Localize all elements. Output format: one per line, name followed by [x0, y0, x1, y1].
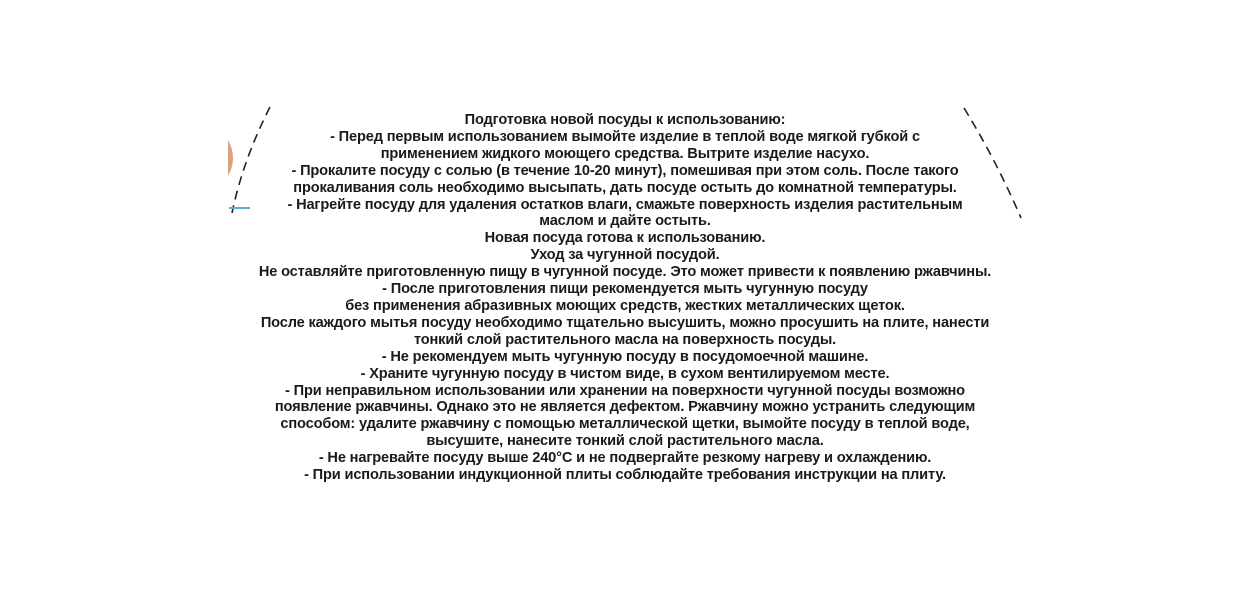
instruction-line: способом: удалите ржавчину с помощью металлической щетки, вымойте посуду в теплой воде,	[280, 416, 970, 433]
instruction-line: без применения абразивных моющих средств, жестких металлических щеток.	[345, 297, 905, 314]
instruction-line: - При использовании индукционной плиты соблюдайте требования инструкции на плиту.	[304, 467, 946, 484]
care-heading: Уход за чугунной посудой.	[530, 247, 720, 264]
instruction-line: - Не нагревайте посуду выше 240°С и не подвергайте резкому нагреву и охлаждению.	[318, 450, 932, 467]
instruction-line: Новая посуда готова к использованию.	[484, 230, 766, 247]
prep-heading: Подготовка новой посуды к использованию:	[464, 112, 786, 128]
instruction-line: - Прокалите посуду с солью (в течение 10-20 минут), помешивая при этом соль. После такого	[291, 162, 959, 179]
instruction-line: После каждого мытья посуду необходимо тщательно высушить, можно просушить на плите, нанести	[260, 314, 990, 331]
instruction-line: прокаливания соль необходимо высыпать, дать посуде остыть до комнатной температуры.	[293, 179, 957, 196]
instruction-line: появление ржавчины. Однако это не является дефектом. Ржавчину можно устранить следующим	[274, 399, 976, 416]
instruction-line: применением жидкого моющего средства. Вытрите изделие насухо.	[380, 145, 870, 162]
instruction-line: высушите, нанесите тонкий слой растительного масла.	[426, 433, 824, 450]
instruction-line: - После приготовления пищи рекомендуется мыть чугунную посуду	[382, 281, 868, 298]
instructions-text	[215, 112, 1035, 490]
instruction-line: - Нагрейте посуду для удаления остатков влаги, смажьте поверхность изделия растительным	[287, 196, 963, 213]
instruction-line: - Не рекомендуем мыть чугунную посуду в посудомоечной машине.	[381, 348, 869, 365]
instruction-line: - Перед первым использованием вымойте изделие в теплой воде мягкой губкой с	[330, 128, 920, 145]
instruction-line: тонкий слой растительного масла на поверхность посуды.	[413, 331, 837, 348]
instruction-line: Не оставляйте приготовленную пищу в чугунной посуде. Это может привести к появлению ржавчины.	[258, 264, 992, 281]
instruction-line: маслом и дайте остыть.	[539, 213, 711, 230]
instruction-line: - При неправильном использовании или хранении на поверхности чугунной посуды возможно	[285, 382, 965, 399]
instruction-line: - Храните чугунную посуду в чистом виде, в сухом вентилируемом месте.	[360, 365, 890, 382]
